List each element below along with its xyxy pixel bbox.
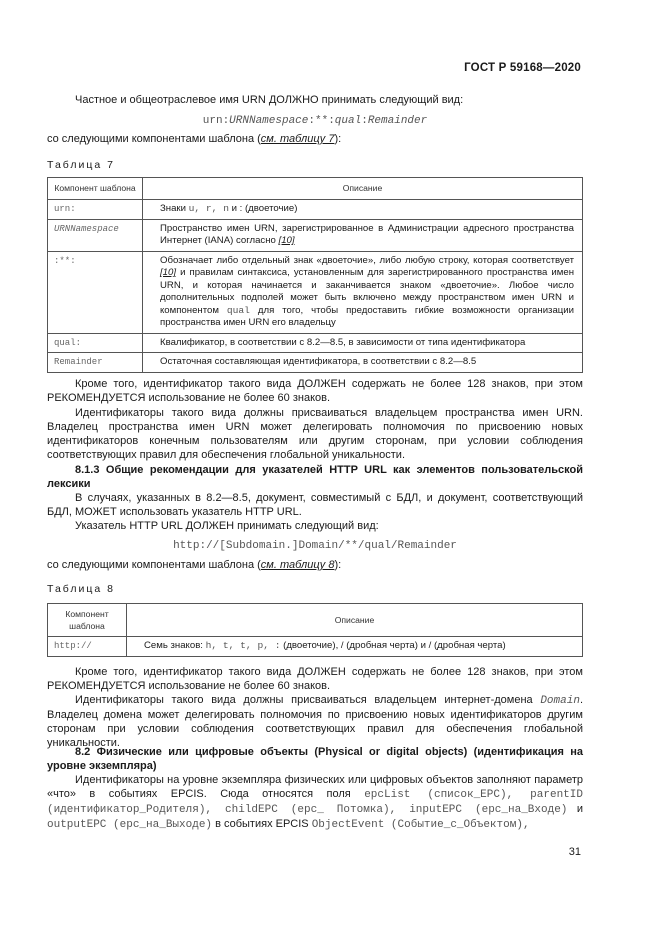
- description-text: и правилам синтаксиса, установленным для зарегистрированного пространства имен URN, и которая начинается и заканчивается знаком «двоеточие». Любое число дополнительных подполей может быть включено между пространством имен URN и компонентом: [160, 267, 574, 316]
- paragraph-text: . Владелец домена может делегировать полномочия по присвоению новых идентификаторов другим сторонам при условии соблюдения соответствующих правил для обеспечения глобальной уникальности.: [47, 694, 583, 749]
- description-text: и : (двоеточие): [228, 203, 298, 214]
- table7-col-description: Описание: [143, 178, 583, 200]
- paragraph-length-1: Кроме того, идентификатор такого вида ДОЛЖЕН содержать не более 128 знаков, при этом РЕКОМЕНДУЕТСЯ использование не более 60 знаков.: [47, 378, 583, 404]
- paragraph-urn-intro: Частное и общеотраслевое имя URN ДОЛЖНО принимать следующий вид:: [75, 94, 464, 106]
- table-cell-component: qual:: [48, 333, 143, 353]
- field-code: ObjectEvent (Событие_с_Объектом),: [311, 819, 530, 831]
- table-cell-description: [143, 251, 583, 333]
- table-cell-component: Remainder: [48, 353, 143, 373]
- components-text: со следующими компонентами шаблона (: [47, 133, 261, 145]
- page-number: 31: [568, 846, 581, 858]
- table7: [47, 177, 583, 373]
- table8-header-row: [48, 604, 583, 637]
- field-code: epcList (список_EPC), parentID (идентификатор_Родителя), childEPC (epc_ Потомка), inputEPC (epc_на_Входе): [47, 789, 583, 816]
- table-row: [48, 219, 583, 251]
- table-cell-description: [143, 219, 583, 251]
- components-text-end: ):: [334, 133, 342, 145]
- description-text: Пространство имен URN, зарегистрированное в Администрации адресного пространства Интернет (IANA) согласно: [160, 222, 574, 246]
- urn-form-remainder: Remainder: [367, 115, 428, 127]
- paragraph-text: в событиях EPCIS: [212, 818, 312, 830]
- table8-col-component: Компонент шаблона: [48, 604, 127, 637]
- paragraph-components-2: [47, 558, 583, 572]
- field-code: outputEPC (epc_на_Выходе): [47, 819, 213, 831]
- urn-form-qual: qual: [334, 115, 362, 127]
- paragraph-http-cases: В случаях, указанных в 8.2—8.5, документ, совместимый с БДЛ, и документ, соответствующий БДЛ, МОЖЕТ использовать указатель HTTP URL.: [47, 492, 583, 518]
- table7-link[interactable]: см. таблицу 7: [260, 133, 335, 145]
- urn-form: [47, 113, 583, 128]
- table-cell-description: [143, 200, 583, 220]
- paragraph-assignment-1: Идентификаторы такого вида должны присваиваться владельцем пространства имен URN. Владелец пространства имен URN может делегировать полномочия по присвоению новых идентификаторов конечным пользователям или другим сторонам, при условии соблюдения соответствующих правил для обеспечения глобальной уникальности.: [47, 407, 583, 461]
- components-text: со следующими компонентами шаблона (: [47, 559, 261, 571]
- components-text-end: ):: [334, 559, 342, 571]
- description-text: Обозначает либо отдельный знак «двоеточие», либо любую строку, которая соответствует: [160, 254, 574, 266]
- table-cell-component: URNNamespace: [48, 219, 143, 251]
- paragraph-http-form-intro: Указатель HTTP URL ДОЛЖЕН принимать следующий вид:: [75, 520, 379, 532]
- urn-form-prefix: urn:: [202, 115, 230, 127]
- table-row: [48, 251, 583, 333]
- table-cell-description: Остаточная составляющая идентификатора, в соответствии с 8.2—8.5: [143, 353, 583, 373]
- description-text: Семь знаков:: [144, 640, 206, 651]
- paragraph-assignment-2: [47, 693, 583, 750]
- table8-col-description: Описание: [127, 604, 583, 637]
- paragraph-text: Идентификаторы такого вида должны присваиваться владельцем интернет-домена: [75, 694, 541, 706]
- paragraph-identifiers: [47, 773, 583, 832]
- description-text: (двоеточие), / (дробная черта) и / (дробная черта): [280, 640, 506, 651]
- description-code: qual: [226, 304, 250, 316]
- table-cell-component: :**:: [48, 251, 143, 333]
- urn-form-sep: :**:: [308, 115, 335, 127]
- paragraph-length-2: Кроме того, идентификатор такого вида ДОЛЖЕН содержать не более 128 знаков, при этом РЕКОМЕНДУЕТСЯ использование не более 60 знаков.: [47, 666, 583, 692]
- table-cell-description: Квалификатор, в соответствии с 8.2—8.5, в зависимости от типа идентификатора: [143, 333, 583, 353]
- table-row: [48, 637, 583, 657]
- paragraph-text: Идентификаторы на уровне экземпляра физических или цифровых объектов заполняют параметр «что» в событиях EPCIS. Сюда относятся поля: [47, 774, 583, 800]
- paragraph-text: и: [567, 803, 584, 815]
- heading-8-2: 8.2 Физические или цифровые объекты (Physical or digital objects) (идентификация на уровне экземпляра): [47, 746, 583, 772]
- table-cell-component: urn:: [48, 200, 143, 220]
- table8-link[interactable]: см. таблицу 8: [260, 559, 335, 571]
- paragraph-components-1: [47, 132, 583, 146]
- description-text: Знаки: [160, 203, 189, 214]
- table7-header-row: [48, 178, 583, 200]
- table8: [47, 603, 583, 657]
- description-text: для того, чтобы предоставить гибкие возможности организации пространства имен URN его владельцу: [160, 304, 574, 328]
- table-row: [48, 353, 583, 373]
- description-code: h, t, t, p, :: [205, 640, 281, 651]
- heading-8-1-3: 8.1.3 Общие рекомендации для указателей HTTP URL как элементов пользовательской лексики: [47, 464, 583, 490]
- table7-caption: Таблица 7: [47, 159, 115, 171]
- table-cell-description: [127, 637, 583, 657]
- domain-code: Domain: [540, 695, 580, 707]
- table-cell-component: http://: [48, 637, 127, 657]
- http-form: http://[Subdomain.]Domain/**/qual/Remainder: [173, 540, 457, 552]
- urn-form-colon: :: [361, 115, 368, 127]
- urn-form-namespace: URNNamespace: [229, 115, 309, 127]
- table7-col-component: Компонент шаблона: [48, 178, 143, 200]
- reference-link[interactable]: [10]: [160, 267, 177, 278]
- table8-caption: Таблица 8: [47, 583, 115, 595]
- table-row: [48, 333, 583, 353]
- reference-link[interactable]: [10]: [278, 235, 295, 246]
- description-code: u, r, n: [188, 203, 229, 214]
- table-row: [48, 200, 583, 220]
- standard-header: ГОСТ Р 59168—2020: [464, 62, 581, 74]
